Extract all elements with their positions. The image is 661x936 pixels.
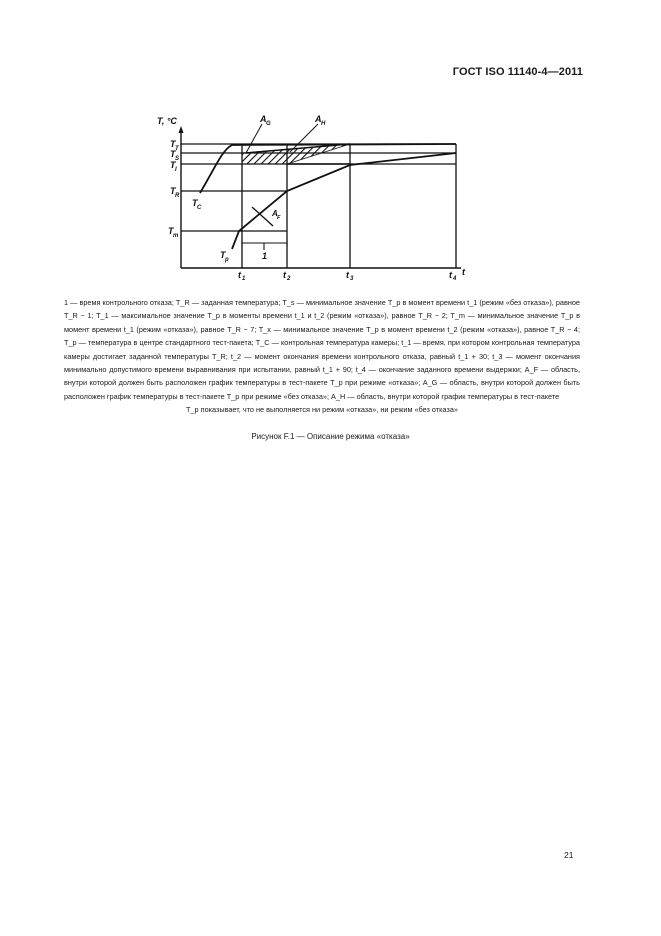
- legend-last-line: T_p показывает, что не выполняется ни режим «отказа», ни режим «без отказа»: [186, 405, 458, 415]
- figure-caption: Рисунок F.1 — Описание режима «отказа»: [251, 432, 410, 441]
- svg-text:T: T: [170, 149, 176, 159]
- svg-text:F: F: [277, 215, 281, 221]
- y-label-tm: [168, 226, 179, 239]
- area-label-ag: [259, 114, 271, 127]
- svg-text:S: S: [175, 156, 180, 162]
- svg-text:T: T: [220, 250, 226, 260]
- curve-label-tp: [220, 250, 229, 263]
- svg-text:A: A: [260, 114, 267, 124]
- svg-text:2: 2: [287, 276, 291, 282]
- bracket-label: 1: [262, 251, 268, 261]
- svg-text:T: T: [170, 186, 176, 196]
- area-label-af: [271, 209, 281, 221]
- x-label-t4: [449, 270, 457, 282]
- svg-text:1: 1: [242, 276, 246, 282]
- svg-text:I: I: [175, 167, 177, 173]
- y-axis-arrow: [179, 126, 184, 133]
- area-label-ah: [314, 114, 326, 127]
- svg-text:G: G: [266, 121, 271, 127]
- y-axis-label: T, °C: [157, 116, 177, 126]
- svg-text:R: R: [175, 193, 180, 199]
- svg-text:t: t: [346, 270, 349, 280]
- svg-text:H: H: [321, 121, 326, 127]
- ag-leader: [246, 124, 262, 153]
- legend-text: [64, 296, 580, 417]
- x-label-t2: [283, 270, 291, 282]
- svg-text:T: T: [170, 139, 176, 149]
- svg-text:3: 3: [350, 276, 354, 282]
- svg-text:T: T: [175, 146, 179, 152]
- svg-text:t: t: [449, 270, 452, 280]
- svg-text:T: T: [168, 226, 174, 236]
- x-axis-label: t: [462, 267, 465, 277]
- svg-text:p: p: [225, 257, 229, 263]
- svg-text:4: 4: [453, 276, 457, 282]
- legend-body: 1 — время контрольного отказа; T_R — заданная температура; T_s — минимальное значение T_p в момент времени t_1 (режим «без отказа»), равное T_R − 1; T_1 — максимальное значение T_p в моменты времени t_1 и t_2 (режим «отказа»), равное T_R − 2; T_m — минимальное значение T_p в момент времени t_1 (режим «отказа»), равное T_R − 7; T_x — минимальное значение T_p в момент времени t_2 (режим «отказа»), равное T_R − 4; T_p — температура в центре стандартного тест-пакета; T_C — контрольная температура камеры; t_1 — время, при котором контрольная температура камеры достигает заданной температуры T_R; t_2 — момент окончания времени контрольного отказа, равный t_1 + 30; t_3 — момент окончания минимально допустимого времени выравнивания при испытании, равный t_1 + 90; t_4 — окончание заданного времени выдержки; A_F — область, внутри которой должен быть расположен график температуры в тест-пакете T_p при режиме «отказа»; A_G — область, внутри которой должен быть расположен график температуры в тест-пакете T_p при режиме «без отказа»; A_H — область, внутри которой график температуры в тест-пакете: [64, 298, 580, 401]
- x-label-t3: [346, 270, 354, 282]
- standard-header: ГОСТ ISO 11140-4—2011: [452, 66, 583, 78]
- svg-text:t: t: [283, 270, 286, 280]
- area-ah: [242, 144, 350, 164]
- y-label-tr: [170, 186, 180, 199]
- page-number: 21: [564, 850, 574, 860]
- failure-mode-diagram: [0, 0, 661, 300]
- svg-text:A: A: [272, 209, 278, 218]
- curve-tp: [232, 153, 456, 249]
- svg-text:t: t: [238, 270, 241, 280]
- svg-text:T: T: [170, 160, 176, 170]
- curve-label-tc: [192, 198, 202, 211]
- svg-text:T: T: [192, 198, 198, 208]
- svg-text:m: m: [173, 233, 179, 239]
- x-label-t1: [238, 270, 246, 282]
- svg-text:A: A: [315, 114, 322, 124]
- svg-text:C: C: [197, 205, 202, 211]
